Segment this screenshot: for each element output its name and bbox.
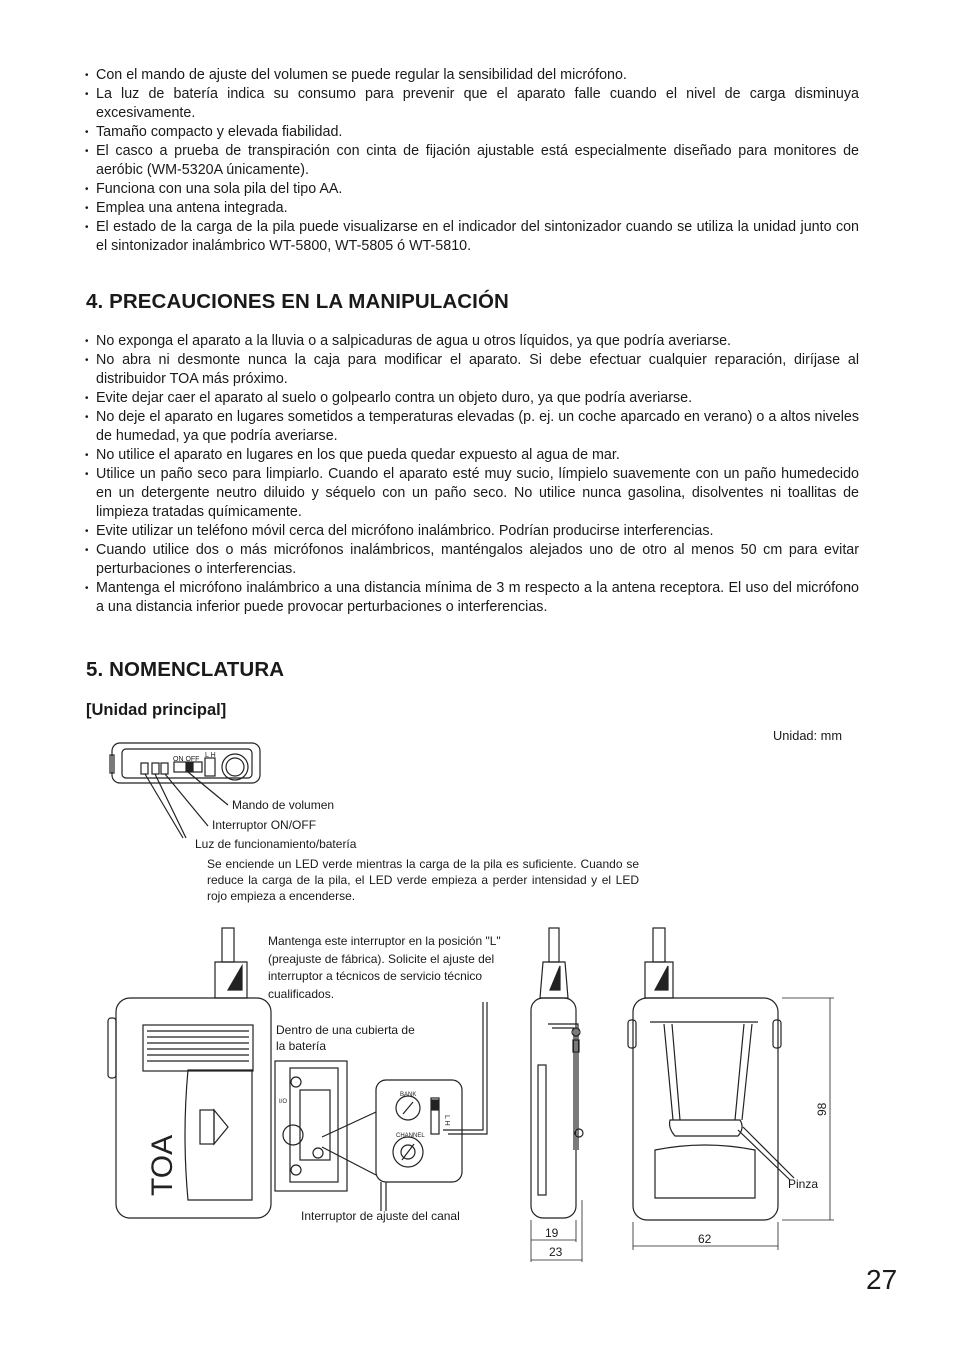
led-label: Luz de funcionamiento/batería [195,837,357,851]
dim-98: 98 [815,1102,829,1116]
feature-item: • Con el mando de ajuste del volumen se puede regular la sensibilidad del micrófono. [86,66,859,85]
clip-label: Pinza [788,1177,819,1191]
led-description: Se enciende un LED verde mientras la carga de la pila es suficiente. Cuando se reduce la carga de la pila, el LED verde empieza a perder intensidad y el LED rojo empieza a encenderse. [207,857,639,903]
section-5-title: 5. NOMENCLATURA [86,658,285,681]
precaution-item: • Mantenga el micrófono inalámbrico a una distancia mínima de 3 m respecto a la antena receptora. El uso del micrófono a una distancia inferior puede provocar perturbaciones o interferencias. [86,579,859,617]
feature-item: • Emplea una antena integrada. [86,199,859,218]
precaution-item: • No exponga el aparato a la lluvia o a salpicaduras de agua u otros líquidos, ya que podría averiarse. [86,332,859,351]
battery-compartment [275,1061,347,1191]
lh-side-mark: L H [443,1115,450,1126]
precaution-item: • No abra ni desmonte nunca la caja para modificar el aparato. Si debe efectuar cualquier reparación, diríjase al distribuidor TOA más próximo. [86,351,859,389]
volume-label: Mando de volumen [232,798,335,812]
onoff-mark: ON OFF [173,756,200,763]
unit-label: Unidad: mm [773,728,842,743]
toa-logo: TOA [146,1134,179,1196]
bank-mark: BANK [400,1092,417,1098]
feature-item: • El casco a prueba de transpiración con cinta de fijación ajustable está especialmente diseñado para monitores de aeróbic (WM-5320A únicamente). [86,142,859,180]
precaution-item: • Utilice un paño seco para limpiarlo. Cuando el aparato esté muy sucio, límpielo suavemente con un paño humedecido en un detergente neutro diluido y séquelo con un paño seco. No utilice nunca gasolina, disolventes ni toallitas de limpieza tratadas químicamente. [86,465,859,522]
dim-62: 62 [698,1232,712,1246]
precaution-item: • No deje el aparato en lugares sometidos a temperaturas elevadas (p. ej. un coche aparcado en verano) o a altos niveles de humedad, ya que podría averiarse. [86,408,859,446]
unit-subtitle: [Unidad principal] [86,701,227,719]
precaution-item: • Evite dejar caer el aparato al suelo o golpearlo contra un objeto duro, ya que podría averiarse. [86,389,859,408]
dim-19: 19 [545,1226,559,1240]
precaution-item: • Cuando utilice dos o más micrófonos inalámbricos, manténgalos alejados uno de otro al menos 50 cm para evitar perturbaciones o interferencias. [86,541,859,579]
feature-item: • La luz de batería indica su consumo para prevenir que el aparato falle cuando el nivel de carga disminuya excesivamente. [86,85,859,123]
onoff-label: Interruptor ON/OFF [212,818,317,832]
front-view-device [108,928,271,1218]
switch-note: Mantenga este interruptor en la posición "L" (preajuste de fábrica). Solicite el ajuste del interruptor a técnicos de servicio técnico cualificados. [268,934,501,1001]
dim-23: 23 [549,1245,563,1259]
feature-item: • Tamaño compacto y elevada fiabilidad. [86,123,859,142]
battery-cover-label: Dentro de una cubierta de la batería [276,1023,415,1053]
channel-mark: CHANNEL [396,1133,425,1139]
section-4-title: 4. PRECAUCIONES EN LA MANIPULACIÓN [86,290,509,313]
top-view-device [110,743,260,783]
feature-item: • Funciona con una sola pila del tipo AA. [86,180,859,199]
top-lh-mark: L H [205,752,216,759]
channel-switch-detail [376,1080,462,1182]
precaution-item: • No utilice el aparato en lugares en los que pueda quedar expuesto al agua de mar. [86,446,859,465]
back-view-device [628,928,781,1220]
page-number: 27 [866,1264,898,1295]
channel-switch-label: Interruptor de ajuste del canal [301,1209,460,1223]
side-view-device [531,928,583,1218]
io-mark: I/O [279,1099,288,1105]
feature-item: • El estado de la carga de la pila puede visualizarse en el indicador del sintonizador cuando se utiliza la unidad junto con el sintonizador inalámbrico WT-5800, WT-5805 ó WT-5810. [86,218,859,256]
precaution-item: • Evite utilizar un teléfono móvil cerca del micrófono inalámbrico. Podrían producirse interferencias. [86,522,859,541]
